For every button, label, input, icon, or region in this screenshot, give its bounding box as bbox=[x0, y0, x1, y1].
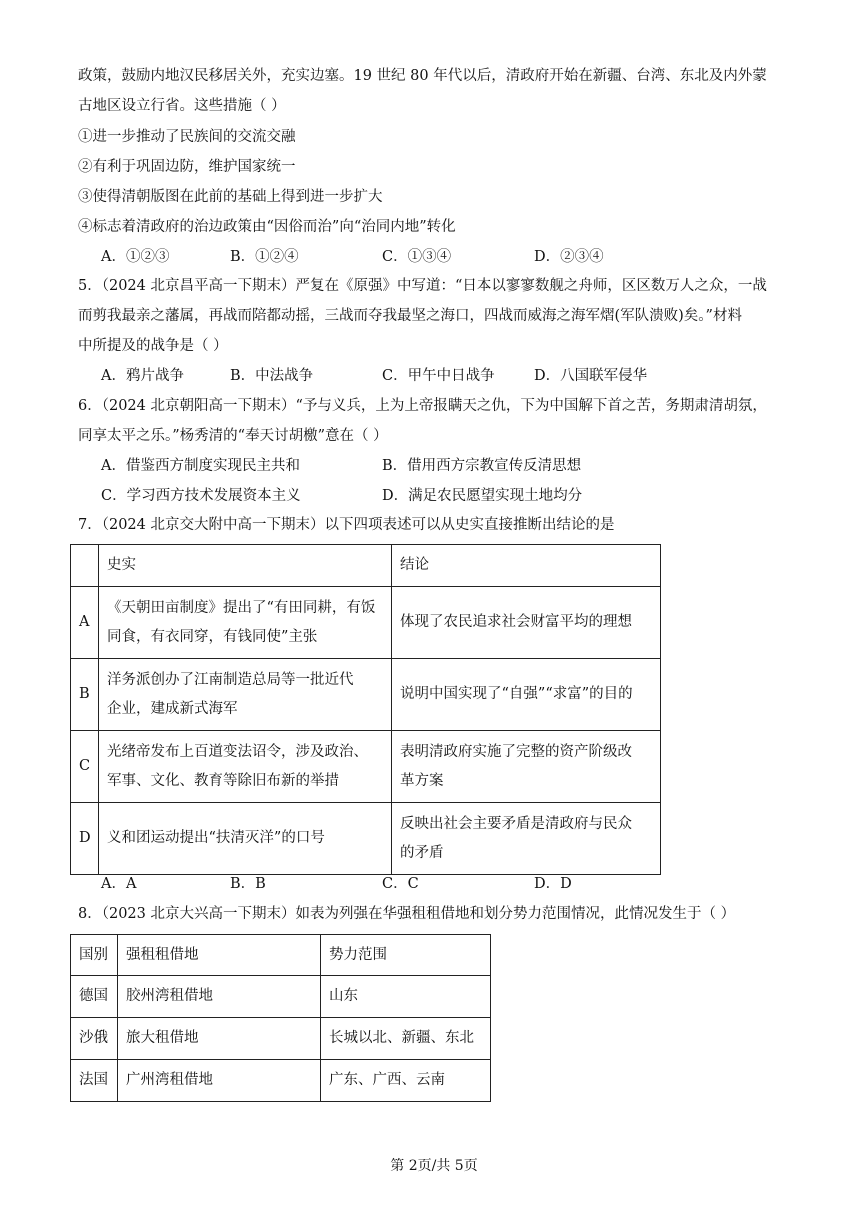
q8-cell-country: 法国 bbox=[71, 1060, 118, 1102]
q5-text-line-3: 中所提及的战争是（ ） bbox=[78, 338, 228, 354]
q7-header-conclusion: 结论 bbox=[392, 545, 661, 587]
q7-fact-line: 洋务派创办了江南制造总局等一批近代 bbox=[107, 671, 354, 688]
q7-table bbox=[70, 544, 661, 875]
q7-option-b[interactable]: B．B bbox=[230, 876, 266, 892]
q6-option-a[interactable]: A．借鉴西方制度实现民主共和 bbox=[101, 458, 300, 474]
q7-fact-line: 同食，有衣同穿，有钱同使”主张 bbox=[107, 628, 318, 645]
q7-option-a[interactable]: A．A bbox=[101, 876, 137, 892]
q8-cell-sphere: 山东 bbox=[321, 976, 491, 1018]
q7-conclusion-line: 反映出社会主要矛盾是清政府与民众 bbox=[400, 815, 632, 832]
q7-fact-cell bbox=[99, 587, 392, 659]
table-row bbox=[71, 1018, 491, 1060]
q6-text-line-1: 6．（2024 北京朝阳高一下期末）“予与义兵，上为上帝报瞒天之仇，下为中国解下首之苦，务期肃清胡氛， bbox=[78, 398, 767, 414]
q4-item-2: ②有利于巩固边防，维护国家统一 bbox=[78, 159, 296, 175]
q7-row-label: B bbox=[71, 659, 99, 731]
q8-cell-leased-territory: 旅大租借地 bbox=[118, 1018, 321, 1060]
q6-option-c[interactable]: C．学习西方技术发展资本主义 bbox=[101, 488, 301, 504]
q7-fact-line: 光绪帝发布上百道变法诏令，涉及政治、 bbox=[107, 743, 368, 760]
q5-option-a[interactable]: A．鸦片战争 bbox=[101, 368, 184, 384]
q4-option-b[interactable]: B．①②④ bbox=[230, 249, 299, 265]
q8-text-line-1: 8．（2023 北京大兴高一下期末）如表为列强在华强租租借地和划分势力范围情况，此情况发生于（ ） bbox=[78, 906, 736, 922]
q8-cell-sphere: 广东、广西、云南 bbox=[321, 1060, 491, 1102]
q7-conclusion-line: 的矛盾 bbox=[400, 844, 444, 861]
q4-item-1: ①进一步推动了民族间的交流交融 bbox=[78, 129, 296, 145]
q4-text-line-2: 古地区设立行省。这些措施（ ） bbox=[78, 98, 286, 114]
q7-fact-cell bbox=[99, 731, 392, 803]
q7-row-label: A bbox=[71, 587, 99, 659]
q7-fact-line: 《天朝田亩制度》提出了“有田同耕，有饭 bbox=[107, 599, 376, 616]
q5-option-c[interactable]: C．甲午中日战争 bbox=[382, 368, 495, 384]
table-row bbox=[71, 659, 661, 731]
q8-cell-leased-territory: 广州湾租借地 bbox=[118, 1060, 321, 1102]
q5-text-line-1: 5．（2024 北京昌平高一下期末）严复在《原强》中写道：“日本以寥寥数舰之舟师，区区数万人之众，一战 bbox=[78, 278, 767, 294]
page-footer: 第 2页/共 5页 bbox=[390, 1158, 478, 1174]
q8-cell-country: 德国 bbox=[71, 976, 118, 1018]
q7-option-d[interactable]: D．D bbox=[534, 876, 572, 892]
q4-item-3: ③使得清朝版图在此前的基础上得到进一步扩大 bbox=[78, 189, 383, 205]
q7-text-line-1: 7．（2024 北京交大附中高一下期末）以下四项表述可以从史实直接推断出结论的是 bbox=[78, 517, 615, 533]
table-row bbox=[71, 803, 661, 875]
q8-cell-country: 沙俄 bbox=[71, 1018, 118, 1060]
q7-conclusion-line: 体现了农民追求社会财富平均的理想 bbox=[400, 614, 632, 630]
q7-fact-line: 企业，建成新式海军 bbox=[107, 700, 238, 717]
q7-row-label: D bbox=[71, 803, 99, 875]
q8-cell-sphere: 长城以北、新疆、东北 bbox=[321, 1018, 491, 1060]
q5-text-line-2: 而剪我最亲之藩属，再战而陪都动摇，三战而夺我最坚之海口，四战而威海之海军熠(军队溃败)矣。”材料 bbox=[78, 308, 742, 324]
q7-conclusion-line: 说明中国实现了“自强”“求富”的目的 bbox=[400, 686, 633, 702]
q8-table bbox=[70, 934, 491, 1102]
table-row bbox=[71, 1060, 491, 1102]
q7-conclusion-cell bbox=[392, 803, 661, 875]
q4-text-line-1: 政策，鼓励内地汉民移居关外，充实边塞。19 世纪 80 年代以后，清政府开始在新疆、台湾、东北及内外蒙 bbox=[78, 68, 767, 84]
q7-fact-line: 军事、文化、教育等除旧布新的举措 bbox=[107, 772, 339, 789]
q5-option-d[interactable]: D．八国联军侵华 bbox=[534, 368, 648, 384]
table-row bbox=[71, 976, 491, 1018]
q8-cell-leased-territory: 胶州湾租借地 bbox=[118, 976, 321, 1018]
q8-header-country: 国别 bbox=[71, 935, 118, 976]
q7-conclusion-cell bbox=[392, 587, 661, 659]
table-row bbox=[71, 731, 661, 803]
q8-header-sphere: 势力范围 bbox=[321, 935, 491, 976]
q8-header-leased-territory: 强租租借地 bbox=[118, 935, 321, 976]
q7-row-label: C bbox=[71, 731, 99, 803]
q5-option-b[interactable]: B．中法战争 bbox=[230, 368, 314, 384]
q8-table-header-row bbox=[71, 935, 491, 976]
q4-option-c[interactable]: C．①③④ bbox=[382, 249, 452, 265]
q6-text-line-2: 同享太平之乐。”杨秀清的“奉天讨胡檄”意在（ ） bbox=[78, 428, 388, 444]
q7-header-fact: 史实 bbox=[99, 545, 392, 587]
q4-option-d[interactable]: D．②③④ bbox=[534, 249, 604, 265]
q7-option-c[interactable]: C．C bbox=[382, 876, 419, 892]
q7-fact-line: 义和团运动提出“扶清灭洋”的口号 bbox=[107, 830, 325, 846]
q7-fact-cell bbox=[99, 659, 392, 731]
table-row bbox=[71, 587, 661, 659]
q7-conclusion-cell bbox=[392, 731, 661, 803]
q7-header-blank bbox=[71, 545, 99, 587]
q7-conclusion-line: 革方案 bbox=[400, 772, 444, 789]
q7-conclusion-line: 表明清政府实施了完整的资产阶级改 bbox=[400, 743, 632, 760]
q6-option-b[interactable]: B．借用西方宗教宣传反清思想 bbox=[382, 458, 582, 474]
q7-fact-cell bbox=[99, 803, 392, 875]
q7-table-header-row bbox=[71, 545, 661, 587]
q6-option-d[interactable]: D．满足农民愿望实现土地均分 bbox=[382, 488, 583, 504]
q7-conclusion-cell bbox=[392, 659, 661, 731]
q4-item-4: ④标志着清政府的治边政策由“因俗而治”向“治同内地”转化 bbox=[78, 219, 456, 235]
q4-option-a[interactable]: A．①②③ bbox=[101, 249, 170, 265]
